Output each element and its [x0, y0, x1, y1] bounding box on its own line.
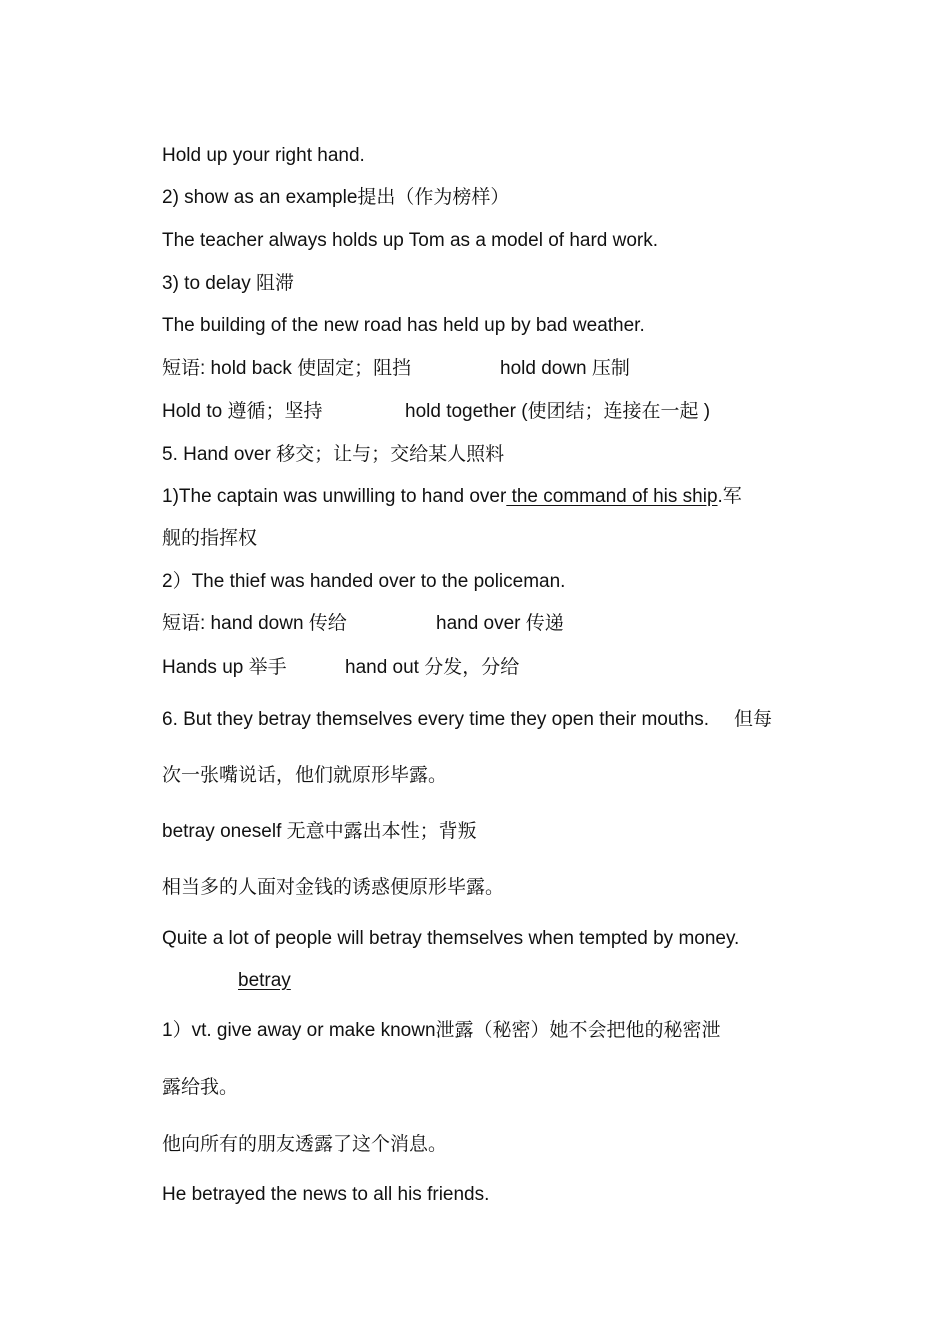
phrase-text: 短语: hand down 传给 — [162, 613, 347, 634]
text-line: The teacher always holds up Tom as a model of hard work. — [162, 230, 659, 251]
phrase-text: hold down 压制 — [500, 358, 630, 379]
text-line: The building of the new road has held up by bad weather. — [162, 315, 645, 336]
heading-word: betray — [238, 970, 291, 991]
text-line: 1）vt. give away or make known泄露（秘密）她不会把他的秘密泄 — [162, 1020, 721, 1041]
text-line: He betrayed the news to all his friends. — [162, 1184, 490, 1205]
sentence-text: .军 — [717, 486, 742, 507]
text-line: 相当多的人面对金钱的诱惑便原形毕露。 — [162, 877, 505, 898]
phrase-text: Hands up 举手 — [162, 657, 287, 678]
text-line: 次一张嘴说话，他们就原形毕露。 — [162, 765, 448, 786]
text-line: betray oneself 无意中露出本性；背叛 — [162, 821, 477, 842]
text-line: 舰的指挥权 — [162, 528, 258, 549]
text-line: Quite a lot of people will betray themselves when tempted by money. — [162, 928, 740, 949]
phrase-text: hand over 传递 — [436, 613, 564, 634]
phrase-line — [162, 401, 711, 423]
underlined-phrase: the command of his ship — [506, 486, 718, 507]
sentence-text: 但每 — [734, 709, 773, 730]
phrase-line — [162, 358, 630, 380]
text-line: 他向所有的朋友透露了这个消息。 — [162, 1134, 448, 1155]
sentence-text: 6. But they betray themselves every time they open their mouths. — [162, 709, 710, 730]
phrase-text: hold together (使团结；连接在一起 ) — [405, 401, 711, 422]
text-line — [162, 486, 742, 508]
text-line: 露给我。 — [162, 1077, 239, 1098]
text-line: 2) show as an example提出（作为榜样） — [162, 187, 510, 208]
sentence-text: 1)The captain was unwilling to hand over — [162, 486, 507, 507]
phrase-text: Hold to 遵循；坚持 — [162, 401, 323, 422]
text-line — [162, 709, 773, 731]
text-line: 3) to delay 阻滞 — [162, 273, 294, 294]
phrase-line — [162, 613, 564, 635]
phrase-text: hand out 分发，分给 — [345, 657, 520, 678]
phrase-line — [162, 657, 520, 679]
text-line: Hold up your right hand. — [162, 145, 365, 166]
text-line: 2）The thief was handed over to the policeman. — [162, 571, 566, 592]
text-line: 5. Hand over 移交；让与；交给某人照料 — [162, 444, 505, 465]
phrase-text: 短语: hold back 使固定；阻挡 — [162, 358, 412, 379]
